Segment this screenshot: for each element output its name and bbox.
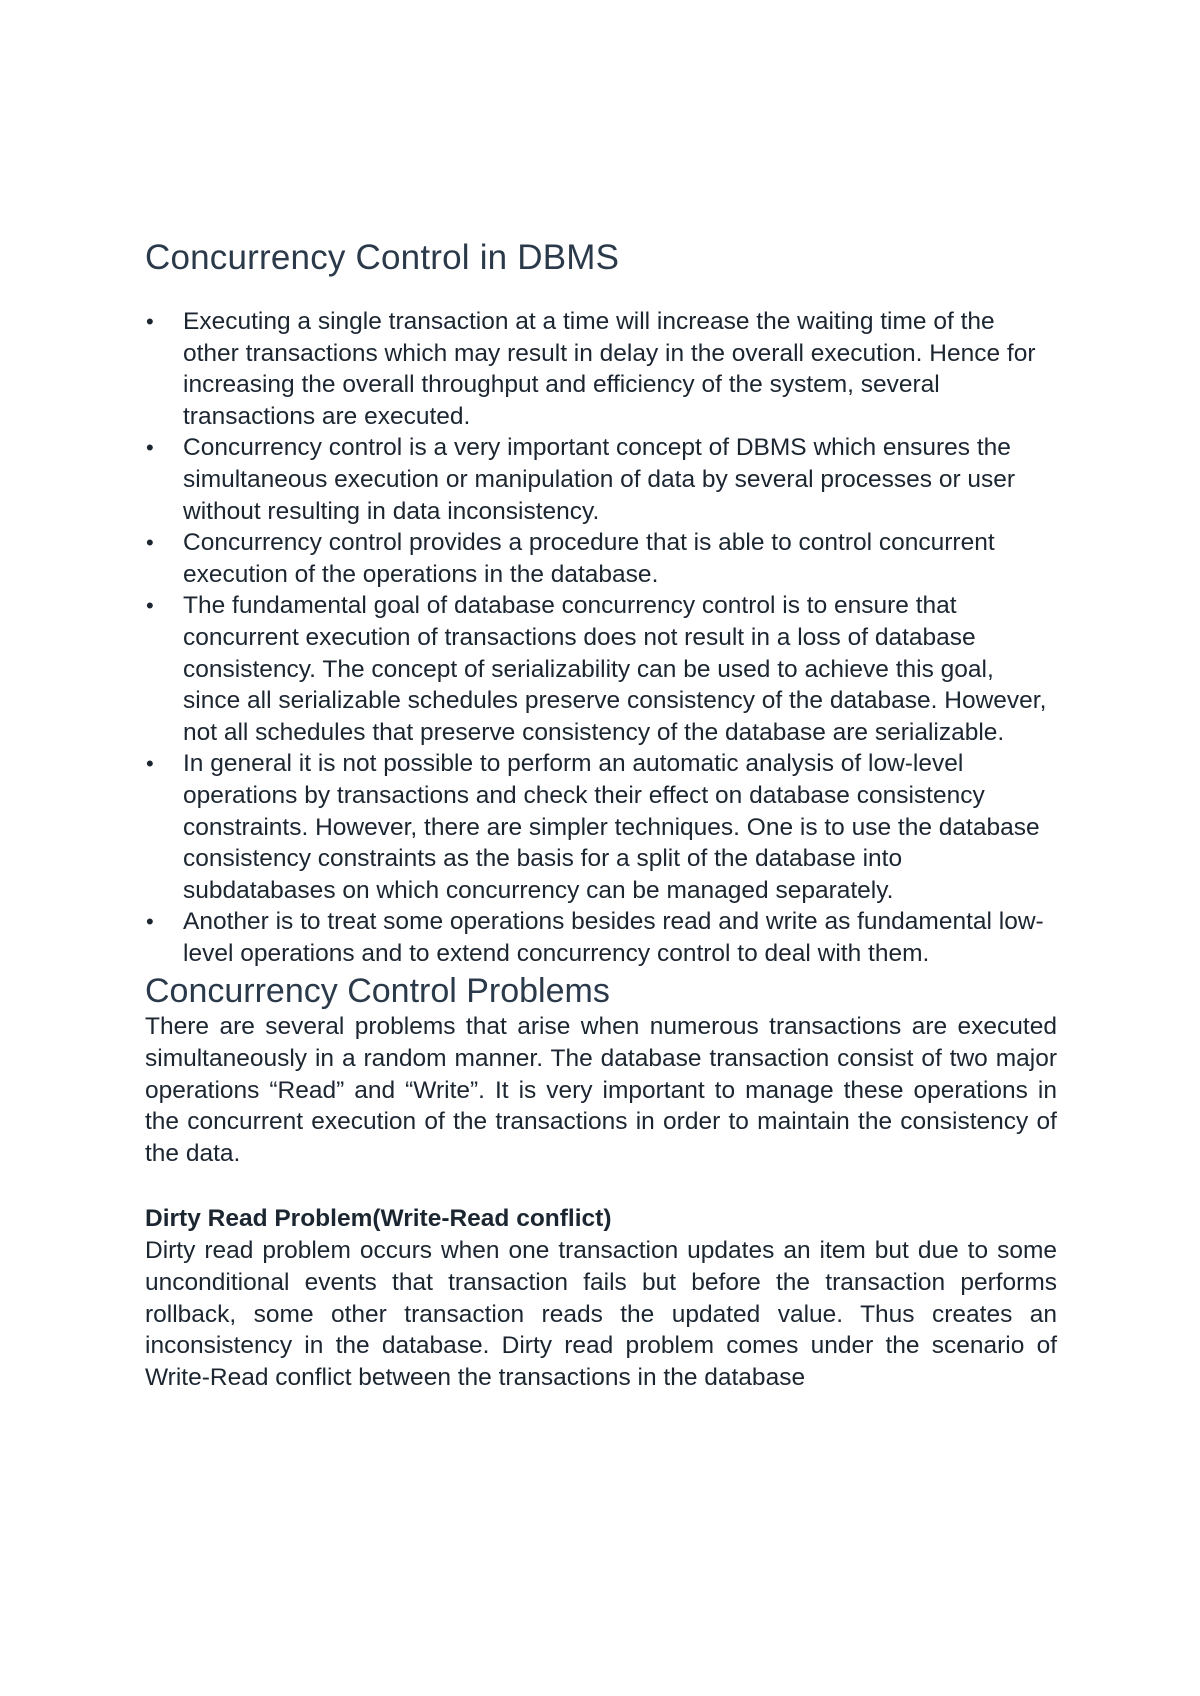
bullet-icon: • — [146, 751, 154, 777]
list-item-text: The fundamental goal of database concurrency control is to ensure that concurrent execution of transactions does not result in a loss of database consistency. The concept of serializability can be used to achieve this goal, since all serializable schedules preserve consistency of the database. However, not all schedules that preserve consistency of the database are serializable. — [183, 592, 1047, 746]
list-item-text: In general it is not possible to perform an automatic analysis of low-level operations by transactions and check their effect on database consistency constraints. However, there are simpler techniques. One is to use the database consistency constraints as the basis for a split of the database into subdatabases on which concurrency can be managed separately. — [183, 750, 1040, 904]
bullet-list — [145, 306, 1057, 969]
bullet-icon: • — [146, 909, 154, 935]
document-page — [145, 236, 1057, 1393]
page-title: Concurrency Control in DBMS — [145, 238, 620, 277]
section-paragraph: There are several problems that arise when numerous transactions are executed simultaneously in a random manner. The database transaction consist of two major operations “Read” and “Write”. It is very important to manage these operations in the concurrent execution of the transactions in order to maintain the consistency of the data. — [145, 1013, 1057, 1167]
list-item-text: Concurrency control is a very important concept of DBMS which ensures the simultaneous execution or manipulation of data by several processes or user without resulting in data inconsistency. — [183, 434, 1016, 525]
subsection-heading: Dirty Read Problem(Write-Read conflict) — [145, 1205, 612, 1233]
section-heading: Concurrency Control Problems — [145, 972, 610, 1011]
list-item-text: Concurrency control provides a procedure that is able to control concurrent execution of the operations in the database. — [183, 529, 995, 588]
list-item-text: Another is to treat some operations besides read and write as fundamental low-level operations and to extend concurrency control to deal with them. — [183, 908, 1044, 967]
list-item — [145, 590, 1057, 748]
bullet-icon: • — [146, 309, 154, 334]
bullet-icon: • — [146, 593, 154, 619]
bullet-icon: • — [146, 435, 154, 461]
list-item — [145, 432, 1057, 527]
list-item — [145, 906, 1057, 969]
list-item — [145, 748, 1057, 906]
bullet-icon: • — [146, 530, 154, 556]
list-item-text: Executing a single transaction at a time will increase the waiting time of the other transactions which may result in delay in the overall execution. Hence for increasing the overall throughput and efficiency of the system, several transactions are executed. — [183, 308, 1036, 430]
list-item — [145, 527, 1057, 590]
subsection-paragraph: Dirty read problem occurs when one transaction updates an item but due to some unconditional events that transaction fails but before the transaction performs rollback, some other transaction reads the updated value. Thus creates an inconsistency in the database. Dirty read problem comes under the scenario of Write-Read conflict between the transactions in the database — [145, 1237, 1057, 1391]
list-item — [145, 306, 1057, 432]
